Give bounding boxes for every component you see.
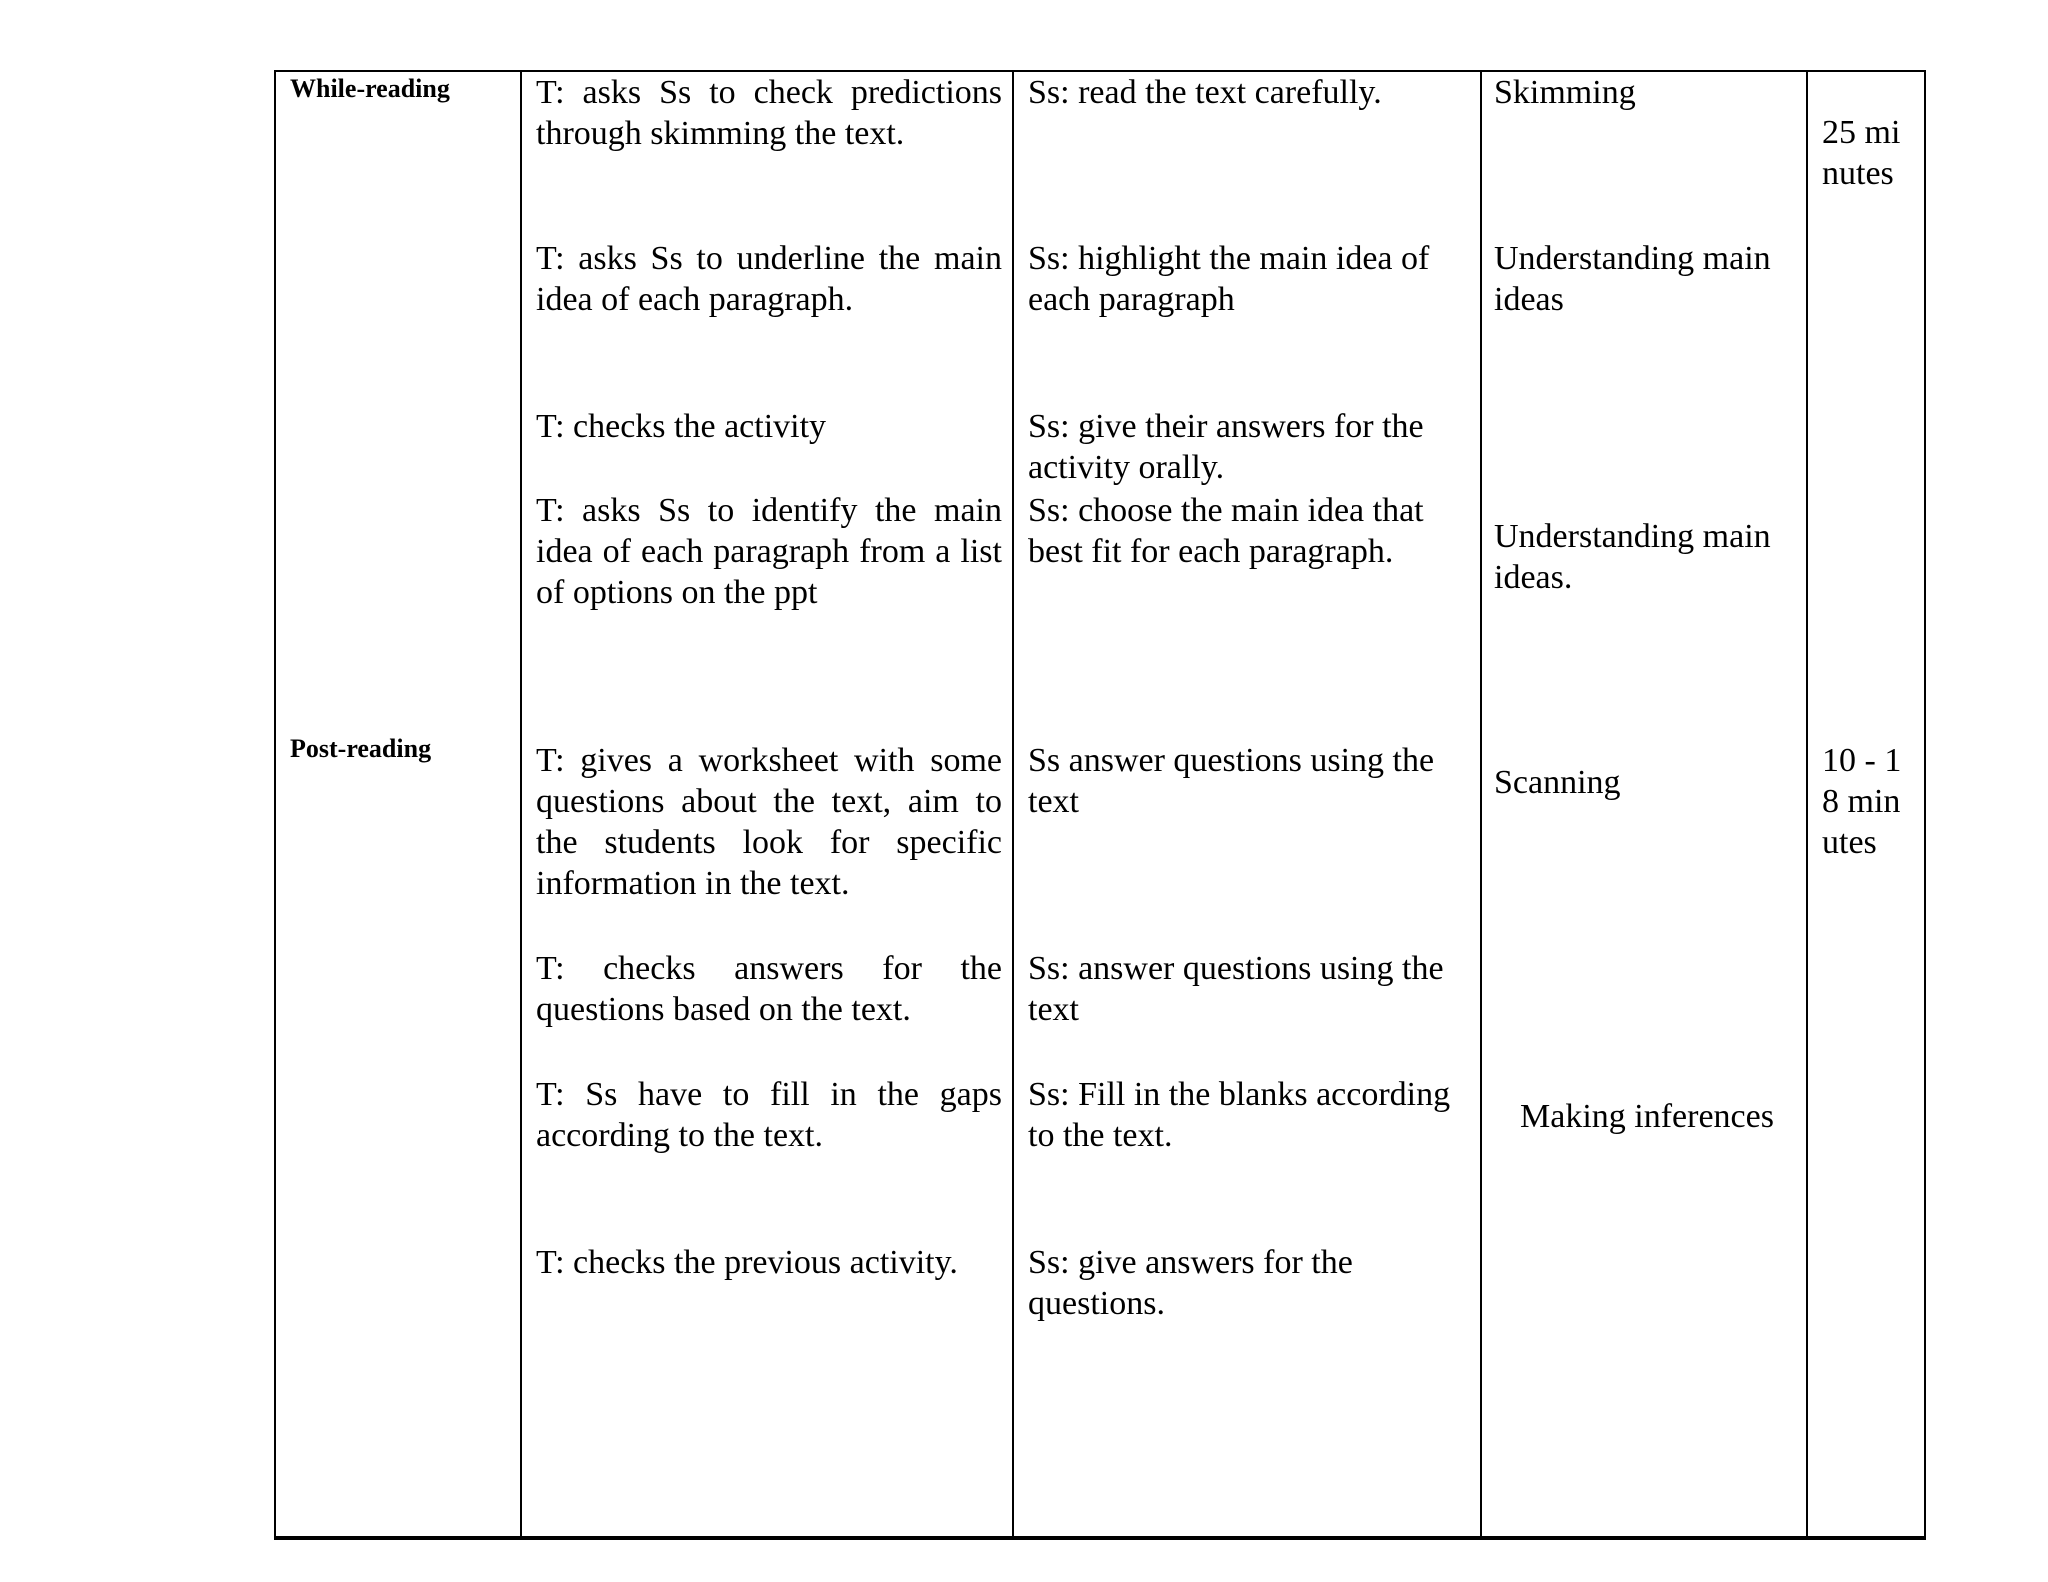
stage-label-post-reading: Post-reading <box>290 734 432 763</box>
stage-label-while-reading: While-reading <box>290 74 450 103</box>
student-activity: Ss: answer questions using the text <box>1028 950 1444 1028</box>
skill-label: Skimming <box>1494 74 1636 111</box>
student-activity: Ss: give answers for the questions. <box>1028 1244 1353 1322</box>
teacher-activity: T: checks the activity <box>536 408 827 445</box>
student-activity: Ss: choose the main idea that best fit for each paragraph. <box>1028 492 1424 570</box>
column-divider <box>1480 70 1482 1536</box>
teacher-activity: T: asks Ss to check predictions through skimming the text. <box>536 74 1002 152</box>
skill-label: Understanding main ideas. <box>1494 518 1771 596</box>
teacher-activity: T: gives a worksheet with some questions about the text, aim to the students look for specific information in the text. <box>536 742 1002 902</box>
teacher-activity: T: Ss have to fill in the gaps according to the text. <box>536 1076 1002 1154</box>
column-divider <box>1806 70 1808 1536</box>
teacher-activity: T: checks answers for the questions based on the text. <box>536 950 1002 1028</box>
student-activity: Ss: give their answers for the activity orally. <box>1028 408 1424 486</box>
skill-label: Understanding main ideas <box>1494 240 1771 318</box>
student-activity: Ss: highlight the main idea of each paragraph <box>1028 240 1430 318</box>
column-divider <box>520 70 522 1536</box>
time-allocation: 25 minutes <box>1822 114 1901 192</box>
teacher-activity: T: asks Ss to underline the main idea of each paragraph. <box>536 240 1002 318</box>
column-divider <box>1012 70 1014 1536</box>
student-activity: Ss: read the text carefully. <box>1028 74 1382 111</box>
teacher-activity: T: checks the previous activity. <box>536 1244 958 1281</box>
time-allocation: 10 - 18 minutes <box>1822 742 1902 861</box>
skill-label: Making inferences <box>1520 1098 1774 1135</box>
student-activity: Ss answer questions using the text <box>1028 742 1435 820</box>
student-activity: Ss: Fill in the blanks according to the text. <box>1028 1076 1451 1154</box>
skill-label: Scanning <box>1494 764 1621 801</box>
teacher-activity: T: asks Ss to identify the main idea of each paragraph from a list of options on the ppt <box>536 492 1002 611</box>
